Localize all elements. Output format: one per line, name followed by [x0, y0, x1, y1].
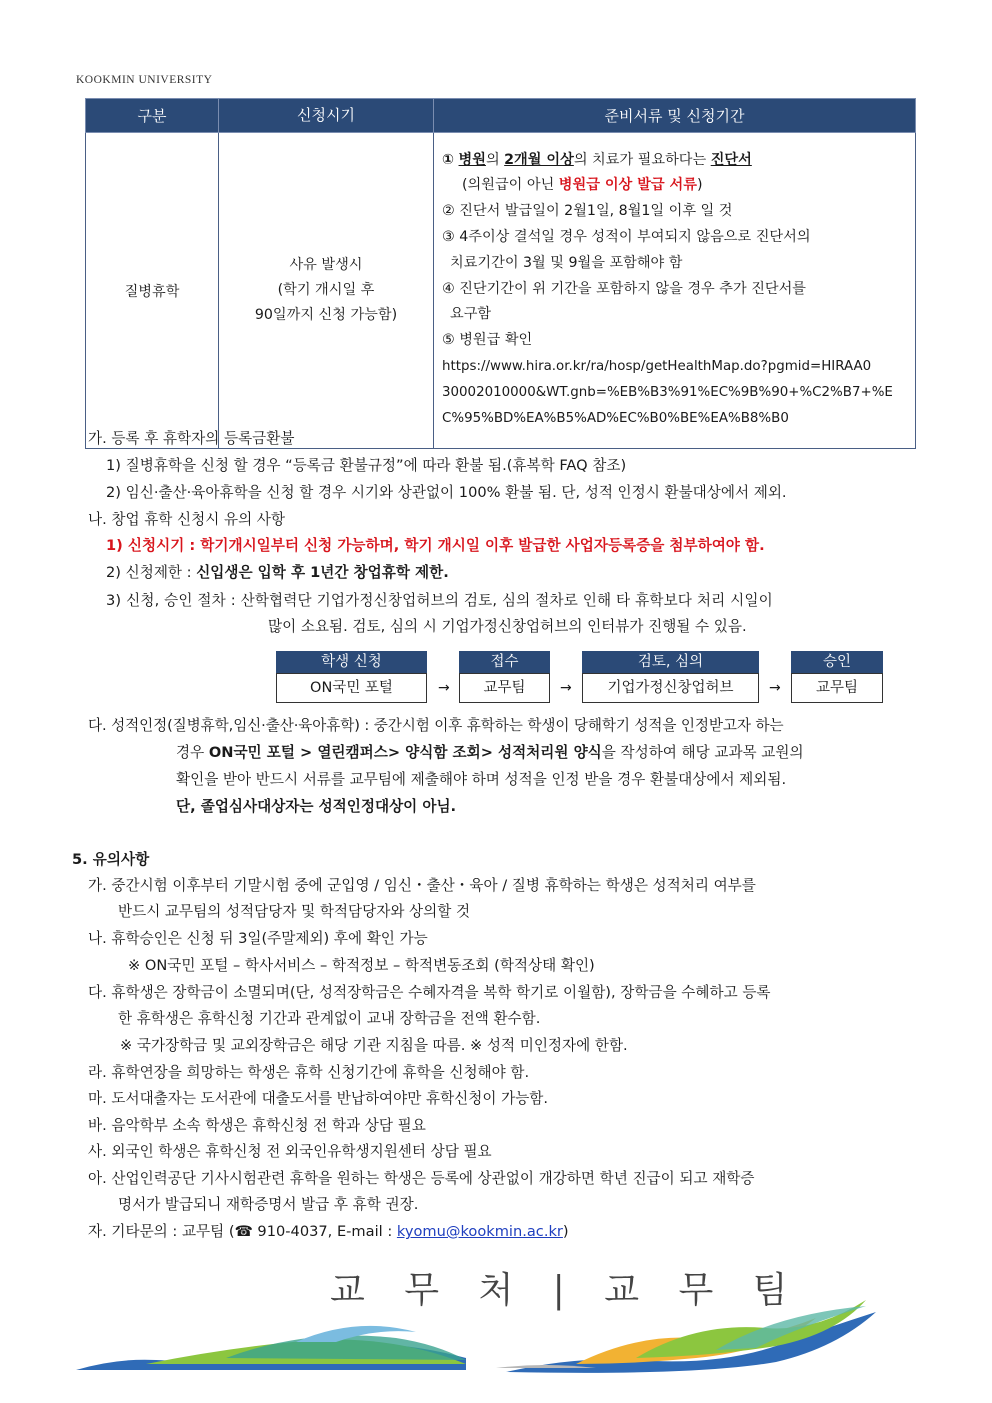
section-5-title: 5. 유의사항 — [72, 851, 150, 868]
header-timing: 신청시기 — [219, 99, 434, 133]
da-text: 을 작성하여 해당 교과목 교원의 — [601, 744, 804, 761]
limit-text: 신입생은 입학 후 1년간 창업휴학 제한. — [196, 564, 449, 581]
table-header-row — [86, 99, 916, 133]
limit-label: 2) 신청제한 : — [106, 564, 197, 581]
startup-timing-notice: 1) 신청시기 : 학기개시일부터 신청 가능하며, 학기 개시일 이후 발급한 사업자등록증을 첨부하여야 함. — [106, 537, 765, 554]
diagnosis-text: 진단서 — [710, 151, 752, 168]
university-name: KOOKMIN UNIVERSITY — [76, 74, 213, 86]
doc-text: (의원급이 아닌 — [462, 177, 559, 194]
hospital-grade-text: 병원급 이상 발급 서류 — [558, 177, 697, 194]
flow-step — [459, 651, 550, 703]
doc-text: 의 치료가 필요하다는 — [573, 151, 711, 168]
item-number: ① — [442, 151, 455, 168]
note-item: 사. 외국인 학생은 휴학신청 전 외국인유학생지원센터 상담 필요 — [88, 1143, 492, 1160]
section-ga-title: 가. 등록 후 휴학자의 등록금환불 — [88, 430, 295, 447]
flow-step-body: 기업가정신창업허브 — [582, 673, 759, 703]
arrow-icon: → — [438, 680, 450, 696]
flow-step-head: 학생 신청 — [276, 651, 427, 673]
doc-text: 의 — [485, 151, 505, 168]
arrow-icon: → — [560, 680, 572, 696]
doc-item-5: ⑤ 병원급 확인 — [442, 332, 533, 349]
note-item: 라. 휴학연장을 희망하는 학생은 휴학 신청기간에 휴학을 신청해야 함. — [88, 1064, 530, 1081]
section-ga-item: 2) 임신·출산·육아휴학을 신청 할 경우 시기와 상관없이 100% 환불 됨. 단, 성적 인정시 환불대상에서 제외. — [106, 484, 787, 501]
note-sub: ※ ON국민 포털 – 학사서비스 – 학적정보 – 학적변동조회 (학적상태 확인) — [128, 957, 595, 974]
flow-step — [791, 651, 883, 703]
doc-item-1 — [442, 148, 907, 174]
note-item: 나. 휴학승인은 신청 뒤 3일(주말제외) 후에 확인 가능 — [88, 930, 428, 947]
note-sub: ※ 국가장학금 및 교외장학금은 해당 기관 지침을 따름. ※ 성적 미인정자에 한함. — [120, 1037, 628, 1054]
landscape-graphic — [76, 1298, 876, 1374]
email-link[interactable]: kyomu@kookmin.ac.kr — [396, 1223, 563, 1240]
flow-step-body: ON국민 포털 — [276, 673, 427, 703]
timing-line: 90일까지 신청 가능함) — [254, 307, 398, 323]
hira-url: https://www.hira.or.kr/ra/hosp/getHealthMap.do?pgmid=HIRAA0 — [442, 358, 872, 374]
office-title: 교 무 처 | 교 무 팀 — [330, 1270, 802, 1311]
note-item: 가. 중간시험 이후부터 기말시험 중에 군입영 / 임신・출산・육아 / 질병 휴학하는 학생은 성적처리 여부를 — [88, 877, 756, 894]
flow-step-body: 교무팀 — [791, 673, 883, 703]
two-months-text: 2개월 이상 — [504, 151, 574, 168]
doc-text: ) — [696, 177, 703, 194]
leave-requirements-table — [85, 98, 916, 449]
doc-item-2: ② 진단서 발급일이 2월1일, 8월1일 이후 일 것 — [442, 203, 733, 220]
flow-step-body: 교무팀 — [459, 673, 550, 703]
note-item-cont: 명서가 발급되니 재학증명서 발급 후 휴학 권장. — [118, 1196, 419, 1213]
timing-line: 사유 발생시 — [289, 257, 363, 273]
approval-flow — [276, 651, 886, 705]
arrow-icon: → — [769, 680, 781, 696]
header-category: 구분 — [86, 99, 219, 133]
hira-url: 30002010000&WT.gnb=%EB%B3%91%EC%9B%90+%C2%B7+%E — [442, 384, 893, 400]
hospital-text: 병원 — [458, 151, 486, 168]
flow-step-head: 승인 — [791, 651, 883, 673]
doc-item-4: ④ 진단기간이 위 기간을 포함하지 않을 경우 추가 진단서를 — [442, 280, 807, 297]
documents-cell — [434, 133, 916, 449]
flow-step — [582, 651, 759, 703]
hira-url: C%95%BD%EA%B5%AD%EC%B0%BE%EA%B8%B0 — [442, 410, 789, 426]
note-item: 마. 도서대출자는 도서관에 대출도서를 반납하여야만 휴학신청이 가능함. — [88, 1090, 549, 1107]
section-ga-item: 1) 질병휴학을 신청 할 경우 “등록금 환불규정”에 따라 환불 됨.(휴복학 FAQ 참조) — [106, 457, 627, 474]
doc-item-4-cont: 요구함 — [450, 306, 492, 323]
section-da-line: 단, 졸업심사대상자는 성적인정대상이 아님. — [176, 798, 457, 815]
section-na-item — [106, 560, 449, 586]
contact-end: ) — [562, 1223, 569, 1240]
phone-text: ☎ 910-4037, E-mail : — [234, 1223, 397, 1240]
section-na-item-cont: 많이 소요됨. 검토, 심의 시 기업가정신창업허브의 인터뷰가 진행될 수 있음. — [268, 618, 747, 635]
section-na-item: 3) 신청, 승인 절차 : 산학협력단 기업가정신창업허브의 검토, 심의 절차로 인해 타 휴학보다 처리 시일이 — [106, 592, 773, 609]
timing-cell — [219, 133, 434, 449]
note-item-cont: 한 휴학생은 휴학신청 기간과 관계없이 교내 장학금을 전액 환수함. — [118, 1010, 541, 1027]
flow-step-head: 검토, 심의 — [582, 651, 759, 673]
note-item: 아. 산업인력공단 기사시험관련 휴학을 원하는 학생은 등록에 상관없이 개강하면 학년 진급이 되고 재학증 — [88, 1170, 755, 1187]
da-text: 경우 — [176, 744, 209, 761]
flow-step-head: 접수 — [459, 651, 550, 673]
category-cell: 질병휴학 — [86, 133, 219, 449]
section-da-line: 확인을 받아 반드시 서류를 교무팀에 제출해야 하며 성적을 인정 받을 경우 환불대상에서 제외됨. — [176, 771, 787, 788]
timing-line: (학기 개시일 후 — [277, 282, 375, 298]
form-path: ON국민 포털 > 열린캠퍼스> 양식함 조회> 성적처리원 양식 — [208, 744, 602, 761]
contact-label: 자. 기타문의 : 교무팀 ( — [88, 1223, 235, 1240]
contact-line — [88, 1219, 569, 1245]
doc-item-3: ③ 4주이상 결석일 경우 성적이 부여되지 않음으로 진단서의 — [442, 229, 811, 245]
doc-item-3-cont: 치료기간이 3월 및 9월을 포함해야 함 — [450, 254, 683, 271]
flow-step — [276, 651, 427, 703]
note-item: 바. 음악학부 소속 학생은 휴학신청 전 학과 상담 필요 — [88, 1117, 426, 1134]
note-item: 다. 휴학생은 장학금이 소멸되며(단, 성적장학금은 수혜자격을 복학 학기로 이월함), 장학금을 수혜하고 등록 — [88, 984, 771, 1001]
wave-teal — [226, 1336, 466, 1361]
doc-item-1-note — [442, 173, 907, 199]
table-row — [86, 133, 916, 449]
header-documents: 준비서류 및 신청기간 — [434, 99, 916, 133]
note-item-cont: 반드시 교무팀의 성적담당자 및 학적담당자와 상의할 것 — [118, 903, 471, 920]
section-na-title: 나. 창업 휴학 신청시 유의 사항 — [88, 511, 286, 528]
section-da-line: 다. 성적인정(질병휴학,임신·출산·육아휴학) : 중간시험 이후 휴학하는 학생이 당해학기 성적을 인정받고자 하는 — [88, 717, 784, 734]
section-da-line — [176, 740, 804, 766]
